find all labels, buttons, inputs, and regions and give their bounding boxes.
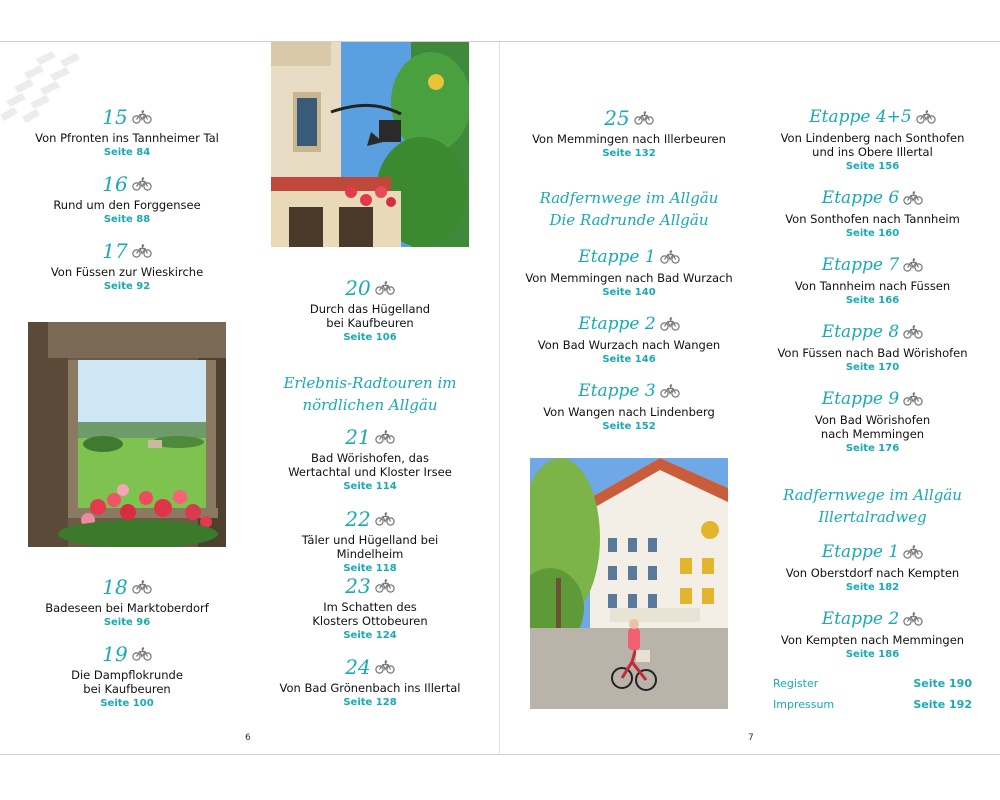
toc-entry-15[interactable] [28, 106, 226, 158]
toc-entry-radrunde-1[interactable] [520, 246, 738, 298]
bicycle-icon [903, 191, 923, 205]
toc-entry-19[interactable] [28, 643, 226, 709]
toc-entry-radrunde-6[interactable] [773, 187, 972, 239]
impressum-label: Impressum [773, 698, 835, 711]
page-reference: Seite 84 [103, 147, 151, 158]
stage-title: Von Kempten nach Memmingen [780, 633, 965, 647]
stage-title: Von Oberstdorf nach Kempten [785, 566, 960, 580]
toc-entry-24[interactable] [271, 656, 469, 708]
tour-number: 23 [345, 575, 394, 597]
stage-number: Etappe 3 [578, 380, 679, 402]
cyclist-town-photo [530, 458, 728, 709]
tour-number: 21 [345, 426, 394, 448]
bicycle-icon [660, 317, 680, 331]
stage-number: Etappe 4+5 [809, 106, 935, 128]
stage-title: Von Sonthofen nach Tannheim [785, 212, 960, 226]
tour-title: Von Memmingen nach Illerbeuren [532, 132, 726, 146]
toc-entry-16[interactable] [28, 173, 226, 225]
tour-number: 24 [345, 656, 394, 678]
page-reference: Seite 182 [845, 582, 900, 593]
page-reference: Seite 100 [100, 698, 154, 709]
window-flowers-photo [28, 322, 226, 547]
bicycle-icon [375, 579, 395, 593]
tour-title: Rund um den Forggensee [53, 198, 201, 212]
tour-title: Von Bad Grönenbach ins Illertal [279, 681, 461, 695]
stage-title: Von Füssen nach Bad Wörishofen [777, 346, 968, 360]
register-page: Seite 190 [913, 677, 972, 690]
bicycle-icon [132, 110, 152, 124]
toc-entry-18[interactable] [28, 576, 226, 628]
bicycle-icon [916, 110, 936, 124]
tour-title: Täler und Hügelland bei Mindelheim [301, 533, 439, 561]
section-heading-radrunde: Radfernwege im Allgäu Die Radrunde Allgäu [539, 189, 719, 229]
tour-number: 15 [102, 106, 151, 128]
page-reference: Seite 152 [602, 421, 656, 432]
tour-number: 20 [345, 277, 394, 299]
page-reference: Seite 118 [343, 563, 397, 574]
bicycle-icon [903, 325, 923, 339]
page-reference: Seite 132 [602, 148, 656, 159]
stage-title: Von Lindenberg nach Sonthofen und ins Obere Illertal [780, 131, 965, 159]
house-sign-photo [271, 42, 469, 247]
toc-entry-23[interactable] [271, 575, 469, 641]
tour-number: 19 [102, 643, 151, 665]
page-number-left: 6 [245, 733, 251, 743]
page-reference: Seite 128 [343, 697, 397, 708]
bicycle-icon [132, 647, 152, 661]
bottom-border [0, 754, 1000, 755]
bicycle-icon [903, 612, 923, 626]
tour-title: Von Pfronten ins Tannheimer Tal [35, 131, 219, 145]
section-heading-erlebnis: Erlebnis-Radtouren im nördlichen Allgäu [283, 374, 457, 414]
toc-entry-radrunde-4-5[interactable] [773, 106, 972, 172]
bicycle-icon [132, 580, 152, 594]
stage-number: Etappe 1 [822, 541, 923, 563]
toc-entry-25[interactable] [530, 107, 728, 159]
toc-entry-radrunde-9[interactable] [773, 388, 972, 454]
page-reference: Seite 146 [602, 354, 656, 365]
page-reference: Seite 106 [343, 332, 397, 343]
stage-number: Etappe 8 [822, 321, 923, 343]
tour-title: Bad Wörishofen, das Wertachtal und Kloster Irsee [288, 451, 452, 479]
bicycle-icon [660, 250, 680, 264]
register-label: Register [773, 677, 819, 690]
book-spine [499, 42, 500, 754]
tour-title: Durch das Hügelland bei Kaufbeuren [309, 302, 431, 330]
stage-title: Von Memmingen nach Bad Wurzach [525, 271, 733, 285]
page-reference: Seite 88 [103, 214, 151, 225]
top-border [0, 41, 1000, 42]
toc-entry-radrunde-8[interactable] [773, 321, 972, 373]
stage-number: Etappe 1 [578, 246, 679, 268]
stage-title: Von Bad Wörishofen nach Memmingen [814, 413, 931, 441]
bicycle-icon [903, 545, 923, 559]
toc-entry-radrunde-3[interactable] [520, 380, 738, 432]
page-reference: Seite 124 [343, 630, 397, 641]
toc-entry-20[interactable] [271, 277, 469, 343]
bicycle-icon [375, 430, 395, 444]
page-reference: Seite 156 [845, 161, 900, 172]
tour-number: 18 [102, 576, 151, 598]
tour-number: 17 [102, 240, 151, 262]
page-reference: Seite 176 [845, 443, 900, 454]
bicycle-icon [903, 258, 923, 272]
bicycle-icon [660, 384, 680, 398]
tour-number: 22 [345, 508, 394, 530]
impressum-page: Seite 192 [913, 698, 972, 711]
tour-title: Von Füssen zur Wieskirche [50, 265, 204, 279]
page-reference: Seite 96 [103, 617, 151, 628]
stage-number: Etappe 2 [578, 313, 679, 335]
toc-entry-iller-2[interactable] [773, 608, 972, 660]
toc-entry-21[interactable] [271, 426, 469, 492]
tour-title: Badeseen bei Marktoberdorf [45, 601, 209, 615]
bicycle-icon [375, 512, 395, 526]
tour-title: Im Schatten des Klosters Ottobeuren [312, 600, 428, 628]
page-number-right: 7 [748, 733, 754, 743]
stage-title: Von Tannheim nach Füssen [794, 279, 951, 293]
page-reference: Seite 114 [343, 481, 397, 492]
stage-number: Etappe 9 [822, 388, 923, 410]
stage-number: Etappe 6 [822, 187, 923, 209]
bicycle-icon [375, 660, 395, 674]
tour-title: Die Dampflokrunde bei Kaufbeuren [71, 668, 183, 696]
bicycle-icon [132, 244, 152, 258]
stage-title: Von Bad Wurzach nach Wangen [537, 338, 721, 352]
toc-entry-radrunde-7[interactable] [773, 254, 972, 306]
section-heading-illertalradweg: Radfernwege im Allgäu Illertalradweg [783, 486, 962, 526]
page-reference: Seite 166 [845, 295, 900, 306]
register-link[interactable] [773, 677, 972, 690]
toc-entry-22[interactable] [271, 508, 469, 574]
toc-entry-iller-1[interactable] [773, 541, 972, 593]
tour-number: 25 [604, 107, 653, 129]
bicycle-icon [903, 392, 923, 406]
tour-number: 16 [102, 173, 151, 195]
stage-number: Etappe 7 [822, 254, 923, 276]
toc-entry-radrunde-2[interactable] [520, 313, 738, 365]
toc-entry-17[interactable] [28, 240, 226, 292]
bicycle-icon [132, 177, 152, 191]
page-reference: Seite 92 [103, 281, 151, 292]
stage-title: Von Wangen nach Lindenberg [543, 405, 715, 419]
impressum-link[interactable] [773, 698, 972, 711]
page-reference: Seite 170 [845, 362, 900, 373]
stage-number: Etappe 2 [822, 608, 923, 630]
page-reference: Seite 186 [845, 649, 900, 660]
bicycle-icon [375, 281, 395, 295]
bicycle-icon [634, 111, 654, 125]
page-reference: Seite 160 [845, 228, 900, 239]
page-reference: Seite 140 [602, 287, 656, 298]
